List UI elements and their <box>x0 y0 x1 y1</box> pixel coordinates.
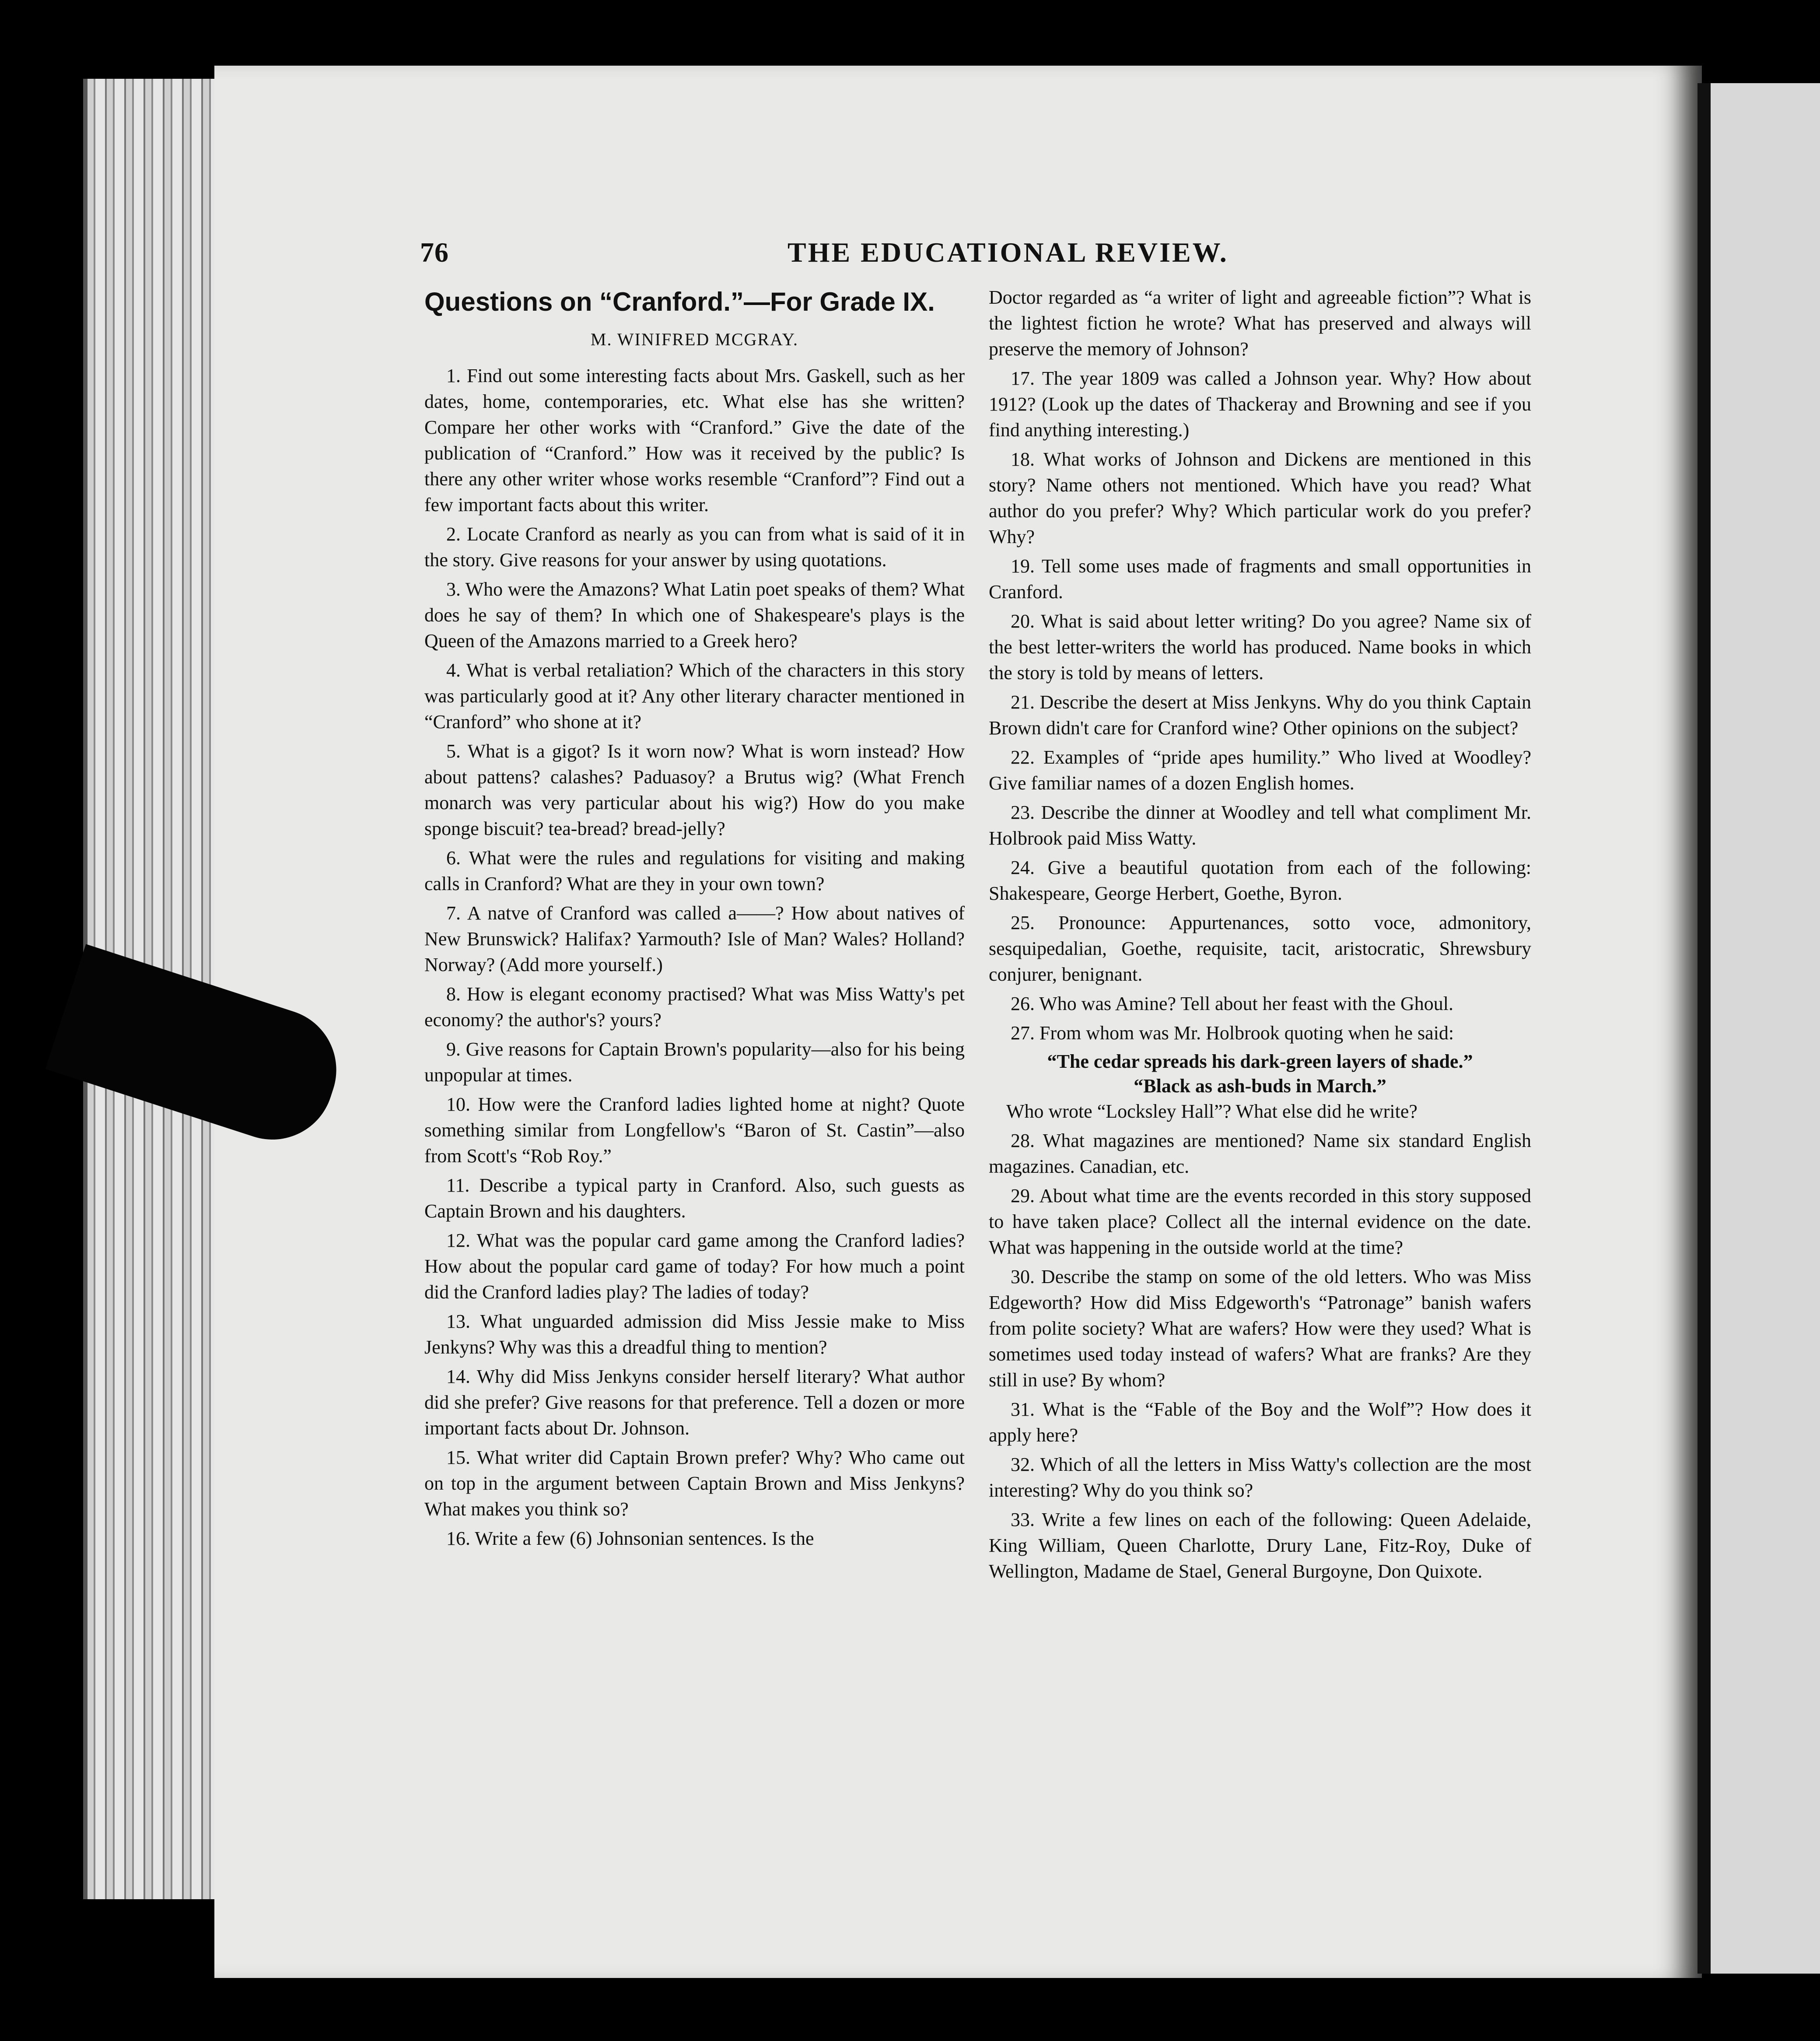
question-item: 22. Examples of “pride apes humility.” Who lived at Woodley? Give familiar names of a dozen English homes. <box>989 747 1531 794</box>
question-item: 28. What magazines are mentioned? Name six standard English magazines. Canadian, etc. <box>989 1130 1531 1177</box>
question-item: 4. What is verbal retaliation? Which of the characters in this story was particularly good at it? Any other literary character mentioned in “Cranford” who shone at it? <box>424 659 965 733</box>
page-number: 76 <box>420 237 449 268</box>
question-item: 13. What unguarded admission did Miss Jessie make to Miss Jenkyns? Why was this a dreadful thing to mention? <box>424 1311 965 1358</box>
question-item: 33. Write a few lines on each of the following: Queen Adelaide, King William, Queen Charlotte, Drury Lane, Fitz-Roy, Duke of Wellington, Madame de Stael, General Burgoyne, Don Quixote. <box>989 1509 1531 1582</box>
question-item: 31. What is the “Fable of the Boy and the Wolf”? How does it apply here? <box>989 1399 1531 1446</box>
question-text: Who wrote “Locksley Hall”? What else did he write? <box>1006 1101 1418 1122</box>
question-item: 25. Pronounce: Appurtenances, sotto voce, admonitory, sesquipedalian, Goethe, requisite, tacit, aristocratic, Shrewsbury conjurer, benignant. <box>989 912 1531 985</box>
question-item: 7. A natve of Cranford was called a——? How about natives of New Brunswick? Halifax? Yarmouth? Isle of Man? Wales? Holland? Norway? (Add more yourself.) <box>424 902 965 975</box>
right-question-list-a <box>989 365 1531 1046</box>
question-item: 1. Find out some interesting facts about Mrs. Gaskell, such as her dates, home, contemporaries, etc. What else has she written? Compare her other works with “Cranford.” Give the date of the publication of “Cranford.” How was it received by the public? Is there any other writer whose works resemble “Cranford”? Find out a few important facts about this writer. <box>424 365 965 516</box>
question-continuation: Doctor regarded as “a writer of light and agreeable fiction”? What is the lightest fiction he wrote? What has preserved and always will preserve the memory of Johnson? <box>989 287 1531 360</box>
article-title: Questions on “Cranford.”—For Grade IX. <box>424 287 935 316</box>
question-item: 10. How were the Cranford ladies lighted home at night? Quote something similar from Longfellow's “Baron of St. Castin”—also from Scott's “Rob Roy.” <box>424 1094 965 1167</box>
question-item: 15. What writer did Captain Brown prefer? Why? Who came out on top in the argument between Captain Brown and Miss Jenkyns? What makes you think so? <box>424 1447 965 1520</box>
question-item: 9. Give reasons for Captain Brown's popularity—also for his being unpopular at times. <box>424 1038 965 1086</box>
question-item: 2. Locate Cranford as nearly as you can from what is said of it in the story. Give reasons for your answer by using quotations. <box>424 523 965 571</box>
question-item: 12. What was the popular card game among the Cranford ladies? How about the popular card game of today? For how much a point did the Cranford ladies play? The ladies of today? <box>424 1230 965 1303</box>
question-item: 3. Who were the Amazons? What Latin poet speaks of them? What does he say of them? In which one of Shakespeare's plays is the Queen of the Amazons married to a Greek hero? <box>424 579 965 652</box>
right-column <box>989 284 1531 1588</box>
question-item: 30. Describe the stamp on some of the old letters. Who was Miss Edgeworth? How did Miss Edgeworth's “Patronage” banish wafers from polite society? What are wafers? How were they used? What is sometimes used today instead of wafers? What are franks? Are they still in use? By whom? <box>989 1266 1531 1391</box>
question-item: 26. Who was Amine? Tell about her feast with the Ghoul. <box>1011 993 1453 1014</box>
question-item: 24. Give a beautiful quotation from each of the following: Shakespeare, George Herbert, Goethe, Byron. <box>989 857 1531 904</box>
question-item: 23. Describe the dinner at Woodley and tell what compliment Mr. Holbrook paid Miss Watty. <box>989 802 1531 849</box>
question-item: 17. The year 1809 was called a Johnson year. Why? How about 1912? (Look up the dates of Thackeray and Browning and see if you find anything interesting.) <box>989 368 1531 441</box>
question-item: 18. What works of Johnson and Dickens are mentioned in this story? Name others not mentioned. Which have you read? What author do you prefer? Why? Which particular work do you prefer? Why? <box>989 449 1531 547</box>
left-column <box>424 284 965 1555</box>
question-item: 27. From whom was Mr. Holbrook quoting when he said: <box>1011 1022 1454 1044</box>
facing-page-edge <box>1698 83 1820 1974</box>
running-head <box>420 236 1531 276</box>
question-item: 8. How is elegant economy practised? What was Miss Watty's pet economy? the author's? yours? <box>424 983 965 1031</box>
quote-line: “Black as ash-buds in March.” <box>1134 1075 1386 1097</box>
right-question-list-b <box>989 1128 1531 1584</box>
question-item: 14. Why did Miss Jenkyns consider herself literary? What author did she prefer? Give reasons for that preference. Tell a dozen or more important facts about Dr. Johnson. <box>424 1366 965 1439</box>
question-item: 16. Write a few (6) Johnsonian sentences. Is the <box>446 1528 814 1549</box>
journal-title: THE EDUCATIONAL REVIEW. <box>788 237 1228 268</box>
question-item: 19. Tell some uses made of fragments and small opportunities in Cranford. <box>989 555 1531 603</box>
article-author: M. WINIFRED MCGRAY. <box>590 330 799 349</box>
question-item: 11. Describe a typical party in Cranford. Also, such guests as Captain Brown and his daughters. <box>424 1175 965 1222</box>
question-item: 32. Which of all the letters in Miss Watty's collection are the most interesting? Why do you think so? <box>989 1454 1531 1501</box>
question-item: 29. About what time are the events recorded in this story supposed to have taken place? Collect all the internal evidence on the date. What was happening in the outside world at the time? <box>989 1185 1531 1258</box>
question-item: 21. Describe the desert at Miss Jenkyns. Why do you think Captain Brown didn't care for Cranford wine? Other opinions on the subject? <box>989 691 1531 739</box>
left-question-list <box>424 363 965 1551</box>
question-item: 20. What is said about letter writing? Do you agree? Name six of the best letter-writers the world has produced. Name books in which the story is told by means of letters. <box>989 610 1531 684</box>
question-item: 6. What were the rules and regulations for visiting and making calls in Cranford? What are they in your own town? <box>424 847 965 894</box>
question-item: 5. What is a gigot? Is it worn now? What is worn instead? How about pattens? calashes? Paduasoy? a Brutus wig? (What French monarch was very particular about his wig?) How do you make sponge biscuit? tea-bread? bread-jelly? <box>424 740 965 839</box>
quote-line: “The cedar spreads his dark-green layers of shade.” <box>1047 1051 1473 1072</box>
